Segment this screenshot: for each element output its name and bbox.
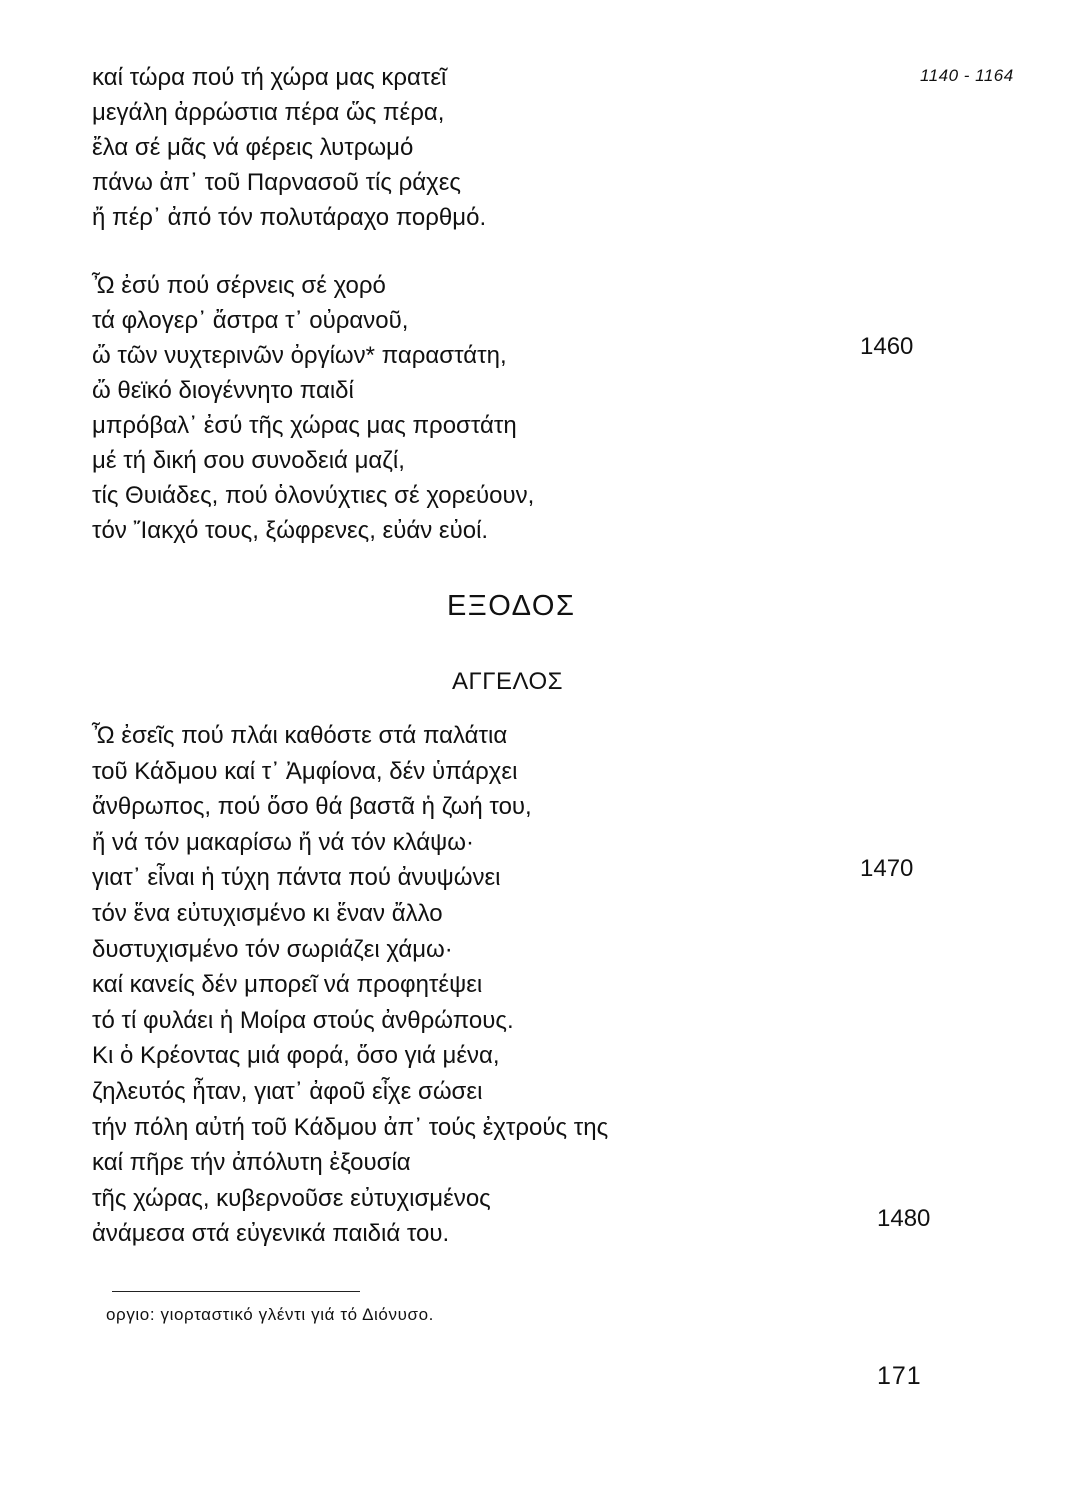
verse-line: ἀνάμεσα στά εὐγενικά παιδιά του. bbox=[92, 1220, 450, 1248]
page-number: 171 bbox=[877, 1362, 922, 1390]
verse-line: Κι ὁ Κρέοντας μιά φορά, ὅσο γιά μένα, bbox=[92, 1042, 500, 1070]
line-number-marker: 1470 bbox=[860, 855, 914, 882]
speaker-name: ΑΓΓΕΛΟΣ bbox=[452, 668, 563, 695]
verse-line: ἔλα σέ μᾶς νά φέρεις λυτρωμό bbox=[92, 134, 414, 161]
line-range-header: 1140 - 1164 bbox=[920, 66, 1014, 85]
verse-line: τοῦ Κάδμου καί τ᾿ Ἀμφίονα, δέν ὑπάρχει bbox=[92, 757, 518, 785]
verse-line: ζηλευτός ἦταν, γιατ᾿ ἀφοῦ εἶχε σώσει bbox=[92, 1077, 483, 1105]
verse-line: μεγάλη ἀρρώστια πέρα ὥς πέρα, bbox=[92, 99, 445, 126]
verse-line: Ὦ ἐσεῖς πού πλάι καθόστε στά παλάτια bbox=[92, 722, 508, 749]
verse-line: τίς Θυιάδες, πού ὁλονύχτιες σέ χορεύουν, bbox=[92, 482, 535, 509]
verse-line: πάνω ἀπ᾿ τοῦ Παρνασοῦ τίς ράχες bbox=[92, 169, 461, 196]
verse-line: ὤ θεϊκό διογέννητο παιδί bbox=[92, 377, 354, 404]
verse-line: ἤ πέρ᾿ ἀπό τόν πολυτάραχο πορθμό. bbox=[92, 204, 487, 231]
footnote: οργιο: γιορταστικό γλέντι γιά τό Διόνυσο. bbox=[106, 1305, 434, 1324]
line-number-marker: 1480 bbox=[877, 1205, 931, 1232]
verse-line: ἤ νά τόν μακαρίσω ἤ νά τόν κλάψω· bbox=[92, 828, 474, 856]
verse-line: τόν ἕνα εὐτυχισμένο κι ἕναν ἄλλο bbox=[92, 899, 443, 927]
verse-line: καί κανείς δέν μπορεῖ νά προφητέψει bbox=[92, 971, 483, 999]
verse-line: μέ τή δική σου συνοδειά μαζί, bbox=[92, 447, 405, 474]
verse-line: Ὦ ἐσύ πού σέρνεις σέ χορό bbox=[92, 272, 386, 299]
stanza-messenger-speech bbox=[92, 718, 608, 1252]
verse-line: ὤ τῶν νυχτερινῶν ὀργίων* παραστάτη, bbox=[92, 342, 507, 369]
verse-line: τόν Ἴακχό τους, ξώφρενες, εὐάν εὐοί. bbox=[92, 517, 489, 544]
verse-line: ἄνθρωπος, πού ὅσο θά βαστᾶ ἡ ζωή του, bbox=[92, 793, 532, 821]
verse-line: τά φλογερ᾿ ἄστρα τ᾿ οὐρανοῦ, bbox=[92, 307, 409, 334]
verse-line: τῆς χώρας, κυβερνοῦσε εὐτυχισμένος bbox=[92, 1184, 491, 1212]
stanza-invocation bbox=[92, 268, 534, 548]
verse-line: καί πῆρε τήν ἀπόλυτη ἐξουσία bbox=[92, 1149, 411, 1177]
footnote-divider bbox=[112, 1291, 360, 1292]
line-number-marker: 1460 bbox=[860, 333, 914, 360]
verse-line: τήν πόλη αὐτή τοῦ Κάδμου ἀπ᾿ τούς ἐχτρούς της bbox=[92, 1113, 609, 1141]
stanza-choral-ode-end bbox=[92, 60, 486, 235]
verse-line: τό τί φυλάει ἡ Μοίρα στούς ἀνθρώπους. bbox=[92, 1006, 514, 1034]
verse-line: καί τώρα πού τή χώρα μας κρατεῖ bbox=[92, 64, 447, 91]
verse-line: δυστυχισμένο τόν σωριάζει χάμω· bbox=[92, 935, 453, 963]
verse-line: γιατ᾿ εἶναι ἡ τύχη πάντα πού ἀνυψώνει bbox=[92, 864, 501, 892]
section-title: ΕΞΟΔΟΣ bbox=[447, 590, 576, 622]
verse-line: μπρόβαλ᾿ ἐσύ τῆς χώρας μας προστάτη bbox=[92, 412, 517, 439]
